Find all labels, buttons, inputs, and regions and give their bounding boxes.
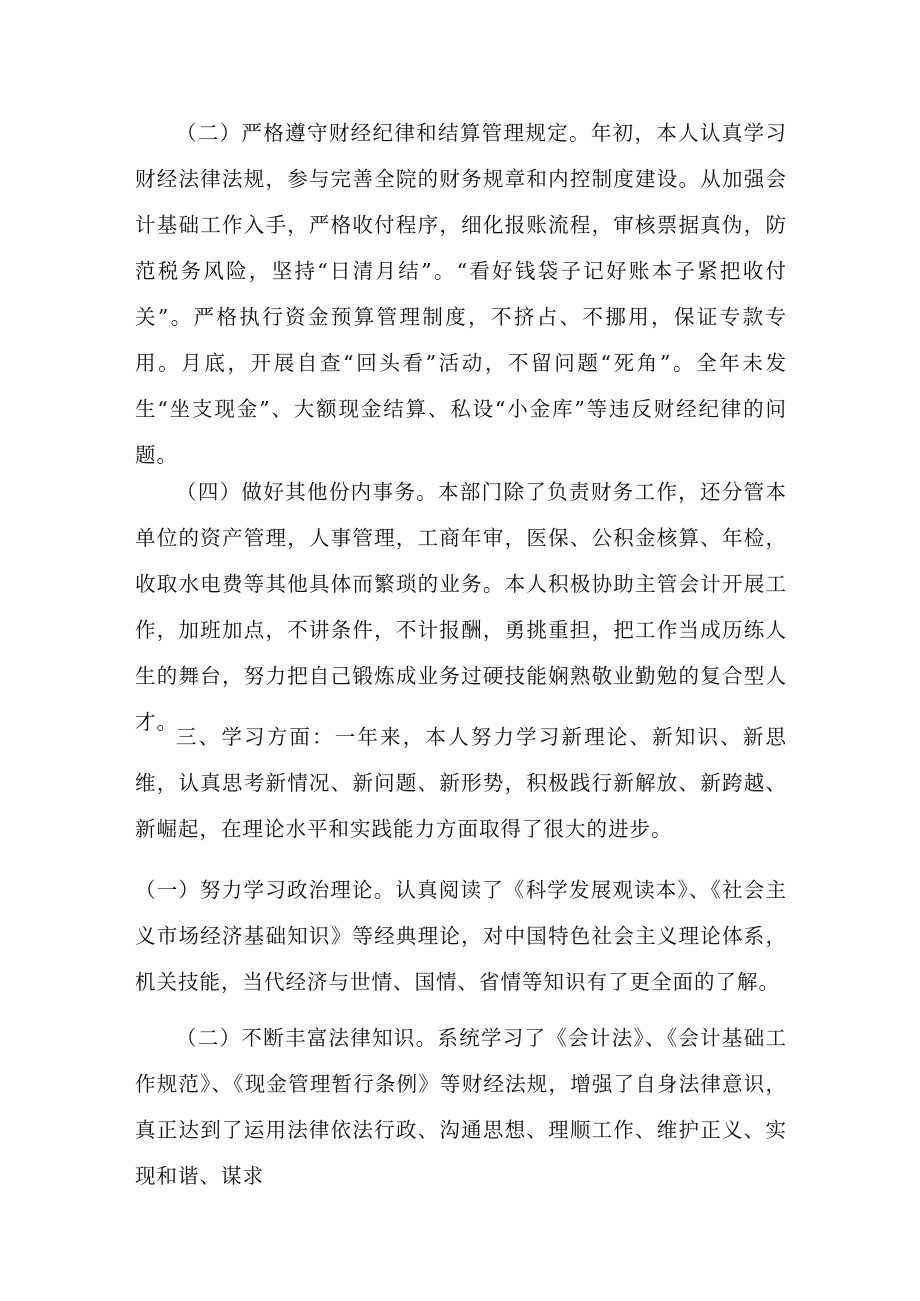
paragraph-study-overview: 三、学习方面：一年来，本人努力学习新理论、新知识、新思维，认真思考新情况、新问题、新形势，积极践行新解放、新跨越、新崛起，在理论水平和实践能力方面取得了很大的进步。 <box>135 725 787 841</box>
paragraph-other-duties: （四）做好其他份内事务。本部门除了负责财务工作，还分管本单位的资产管理，人事管理，工商年审，医保、公积金核算、年检，收取水电费等其他具体而繁琐的业务。本人积极协助主管会计开展工作，加班加点，不讲条件，不计报酬，勇挑重担，把工作当成历练人生的舞台，努力把自己锻炼成业务过硬技能娴熟敬业勤勉的复合型人才。 <box>135 480 787 734</box>
paragraph-political-theory: （一）努力学习政治理论。认真阅读了《科学发展观读本》、《社会主义市场经济基础知识》等经典理论，对中国特色社会主义理论体系，机关技能，当代经济与世情、国情、省情等知识有了更全面的了解。 <box>135 878 787 994</box>
paragraph-finance-discipline: （二）严格遵守财经纪律和结算管理规定。年初，本人认真学习财经法律法规，参与完善全院的财务规章和内控制度建设。从加强会计基础工作入手，严格收付程序，细化报账流程，审核票据真伪，防范税务风险，坚持“日清月结”。“看好钱袋子记好账本子紧把收付关”。严格执行资金预算管理制度，不挤占、不挪用，保证专款专用。月底，开展自查“回头看”活动，不留问题“死角”。全年未发生“坐支现金”、大额现金结算、私设“小金库”等违反财经纪律的问题。 <box>135 121 787 467</box>
paragraph-legal-knowledge: （二）不断丰富法律知识。系统学习了《会计法》、《会计基础工作规范》、《现金管理暂行条例》等财经法规，增强了自身法律意识，真正达到了运用法律依法行政、沟通思想、理顺工作、维护正义、实现和谐、谋求 <box>135 1026 787 1188</box>
